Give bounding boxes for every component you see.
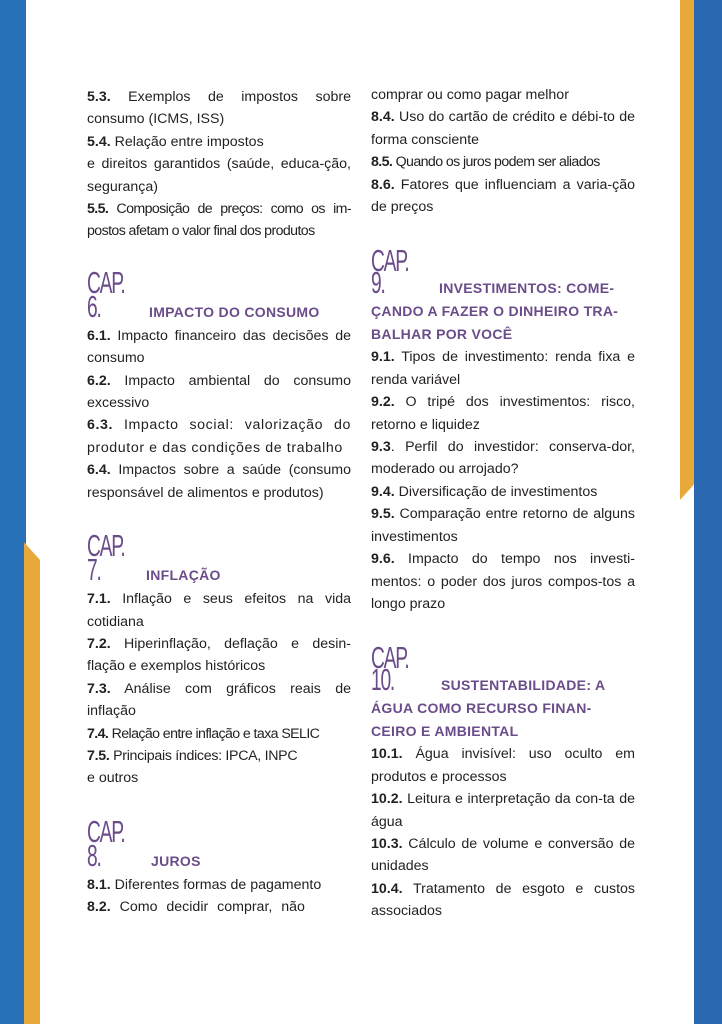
item-text: Principais índices: IPCA, INPC (109, 747, 298, 764)
item-text: Hiperinflação, deflação e desin-flação e exemplos históricos (87, 635, 351, 675)
list-item (87, 633, 351, 678)
list-item (87, 678, 351, 723)
item-number: 8.2. (87, 899, 111, 916)
item-number: 10.4. (371, 880, 403, 897)
list-item (371, 151, 635, 173)
chapter-title: JUROS (151, 852, 201, 869)
item-text: Como decidir comprar, não (110, 899, 305, 916)
list-item (371, 878, 635, 923)
item-text: . Perfil do investidor: conserva-dor, moderado ou arrojado? (371, 439, 635, 478)
chapter-label: CAP. 10. (371, 640, 409, 698)
item-number: 6.3. (87, 417, 114, 434)
list-item (87, 153, 351, 198)
item-number: 9.5. (371, 506, 395, 523)
list-item (371, 548, 635, 615)
list-item (371, 743, 635, 788)
list-item (87, 370, 351, 415)
left-column (87, 86, 351, 919)
item-text: Diferentes formas de pagamento (110, 876, 322, 893)
list-item (87, 767, 351, 789)
list-item (371, 436, 635, 481)
item-text: Comparação entre retorno de alguns investimentos (371, 506, 635, 545)
right-column (371, 84, 635, 923)
item-number: 9.6. (371, 551, 395, 568)
chapter-title: IMPACTO DO CONSUMO (149, 303, 320, 320)
list-item (87, 874, 351, 896)
item-number: 6.4. (87, 462, 111, 479)
item-text: Uso do cartão de crédito e débi-to de forma consciente (371, 109, 635, 148)
item-number: 5.3. (87, 89, 111, 105)
item-number: 10.1. (371, 746, 403, 763)
item-text: Impacto financeiro das decisões de consumo (87, 327, 351, 367)
chapter-title: SUSTENTABILIDADE: A ÁGUA COMO RECURSO FINAN-CEIRO E AMBIENTAL (371, 677, 605, 740)
list-item (87, 588, 351, 633)
chapter-label: CAP. 8. (87, 813, 125, 873)
item-number: 6.1. (87, 327, 111, 344)
item-text: Exemplos de impostos sobre consumo (ICMS, ISS) (87, 89, 351, 128)
item-text: Impacto social: valorização do produtor e das condições de trabalho (87, 417, 351, 456)
item-text: Tipos de investimento: renda fixa e renda variável (371, 349, 635, 388)
item-text: Relação entre inflação e taxa SELIC (108, 725, 320, 742)
item-number: 10.2. (371, 791, 403, 808)
list-item (371, 788, 635, 833)
item-number: 8.4. (371, 109, 395, 126)
list-item (87, 459, 351, 504)
chapter-9-heading (371, 243, 635, 346)
list-item (371, 481, 635, 503)
item-number: 7.4. (87, 725, 109, 742)
item-number: 5.4. (87, 133, 111, 150)
item-text: Composição de preços: como os im-postos afetam o valor final dos produtos (87, 201, 351, 240)
item-number: 8.5. (371, 154, 393, 171)
list-item (87, 131, 351, 153)
item-text: Quando os juros podem ser aliados (392, 154, 600, 171)
chapter-label: CAP. 6. (87, 264, 125, 324)
item-text: Inflação e seus efeitos na vida cotidiana (87, 591, 351, 630)
chapter-label: CAP. 7. (87, 528, 125, 588)
list-item (371, 833, 635, 878)
item-text: Tratamento de esgoto e custos associados (371, 880, 635, 920)
item-number: 5.5. (87, 201, 109, 218)
chapter-7-heading (87, 528, 351, 588)
item-text: e outros (87, 770, 139, 787)
item-number: 7.3. (87, 680, 111, 697)
item-text: Cálculo de volume e conversão de unidades (371, 835, 635, 875)
list-item (87, 86, 351, 131)
list-item (371, 106, 635, 151)
item-number: 7.1. (87, 591, 111, 608)
list-item (371, 346, 635, 391)
list-item (87, 414, 351, 459)
item-text: Diversificação de investimentos (394, 483, 598, 500)
item-text: comprar ou como pagar melhor (371, 87, 569, 103)
item-text: e direitos garantidos (saúde, educa-ção, segurança) (87, 156, 351, 195)
item-number: 7.5. (87, 747, 110, 764)
item-number: 9.2. (371, 394, 395, 411)
list-item (87, 723, 351, 745)
item-text: Fatores que influenciam a varia-ção de preços (371, 176, 635, 216)
chapter-8-heading (87, 813, 351, 874)
chapter-title: INVESTIMENTOS: COME-ÇANDO A FAZER O DINHEIRO TRA-BALHAR POR VOCÊ (371, 280, 619, 343)
item-number: 6.2. (87, 372, 111, 389)
item-number: 8.6. (371, 176, 395, 193)
item-number: 9.1. (371, 349, 395, 366)
list-item (87, 745, 351, 767)
list-item (87, 325, 351, 370)
chapter-10-heading (371, 640, 635, 743)
list-item (371, 174, 635, 219)
item-text: Análise com gráficos reais de inflação (87, 680, 351, 720)
list-item (87, 896, 351, 918)
item-text: Água invisível: uso oculto em produtos e processos (371, 746, 635, 785)
left-side-band (0, 0, 40, 1024)
item-text: Leitura e interpretação da con-ta de água (371, 791, 635, 830)
item-number: 7.2. (87, 635, 111, 652)
chapter-title: INFLAÇÃO (146, 567, 221, 584)
item-text: Impacto do tempo nos investi-mentos: o poder dos juros compos-tos a longo prazo (371, 551, 635, 612)
right-side-band (680, 0, 722, 1024)
item-text: O tripé dos investimentos: risco, retorno e liquidez (371, 394, 635, 433)
list-item (371, 503, 635, 548)
item-text: Impacto ambiental do consumo excessivo (87, 372, 351, 412)
item-number: 10.3. (371, 835, 403, 852)
item-text: Relação entre impostos (110, 133, 264, 150)
list-item (87, 198, 351, 243)
list-item (371, 84, 635, 106)
chapter-6-heading (87, 264, 351, 325)
item-number: 8.1. (87, 876, 111, 893)
item-number: 9.3 (371, 439, 391, 456)
item-number: 9.4. (371, 483, 395, 500)
list-item (371, 391, 635, 436)
item-text: Impactos sobre a saúde (consumo responsável de alimentos e produtos) (87, 462, 351, 501)
chapter-label: CAP. 9. (371, 243, 409, 301)
